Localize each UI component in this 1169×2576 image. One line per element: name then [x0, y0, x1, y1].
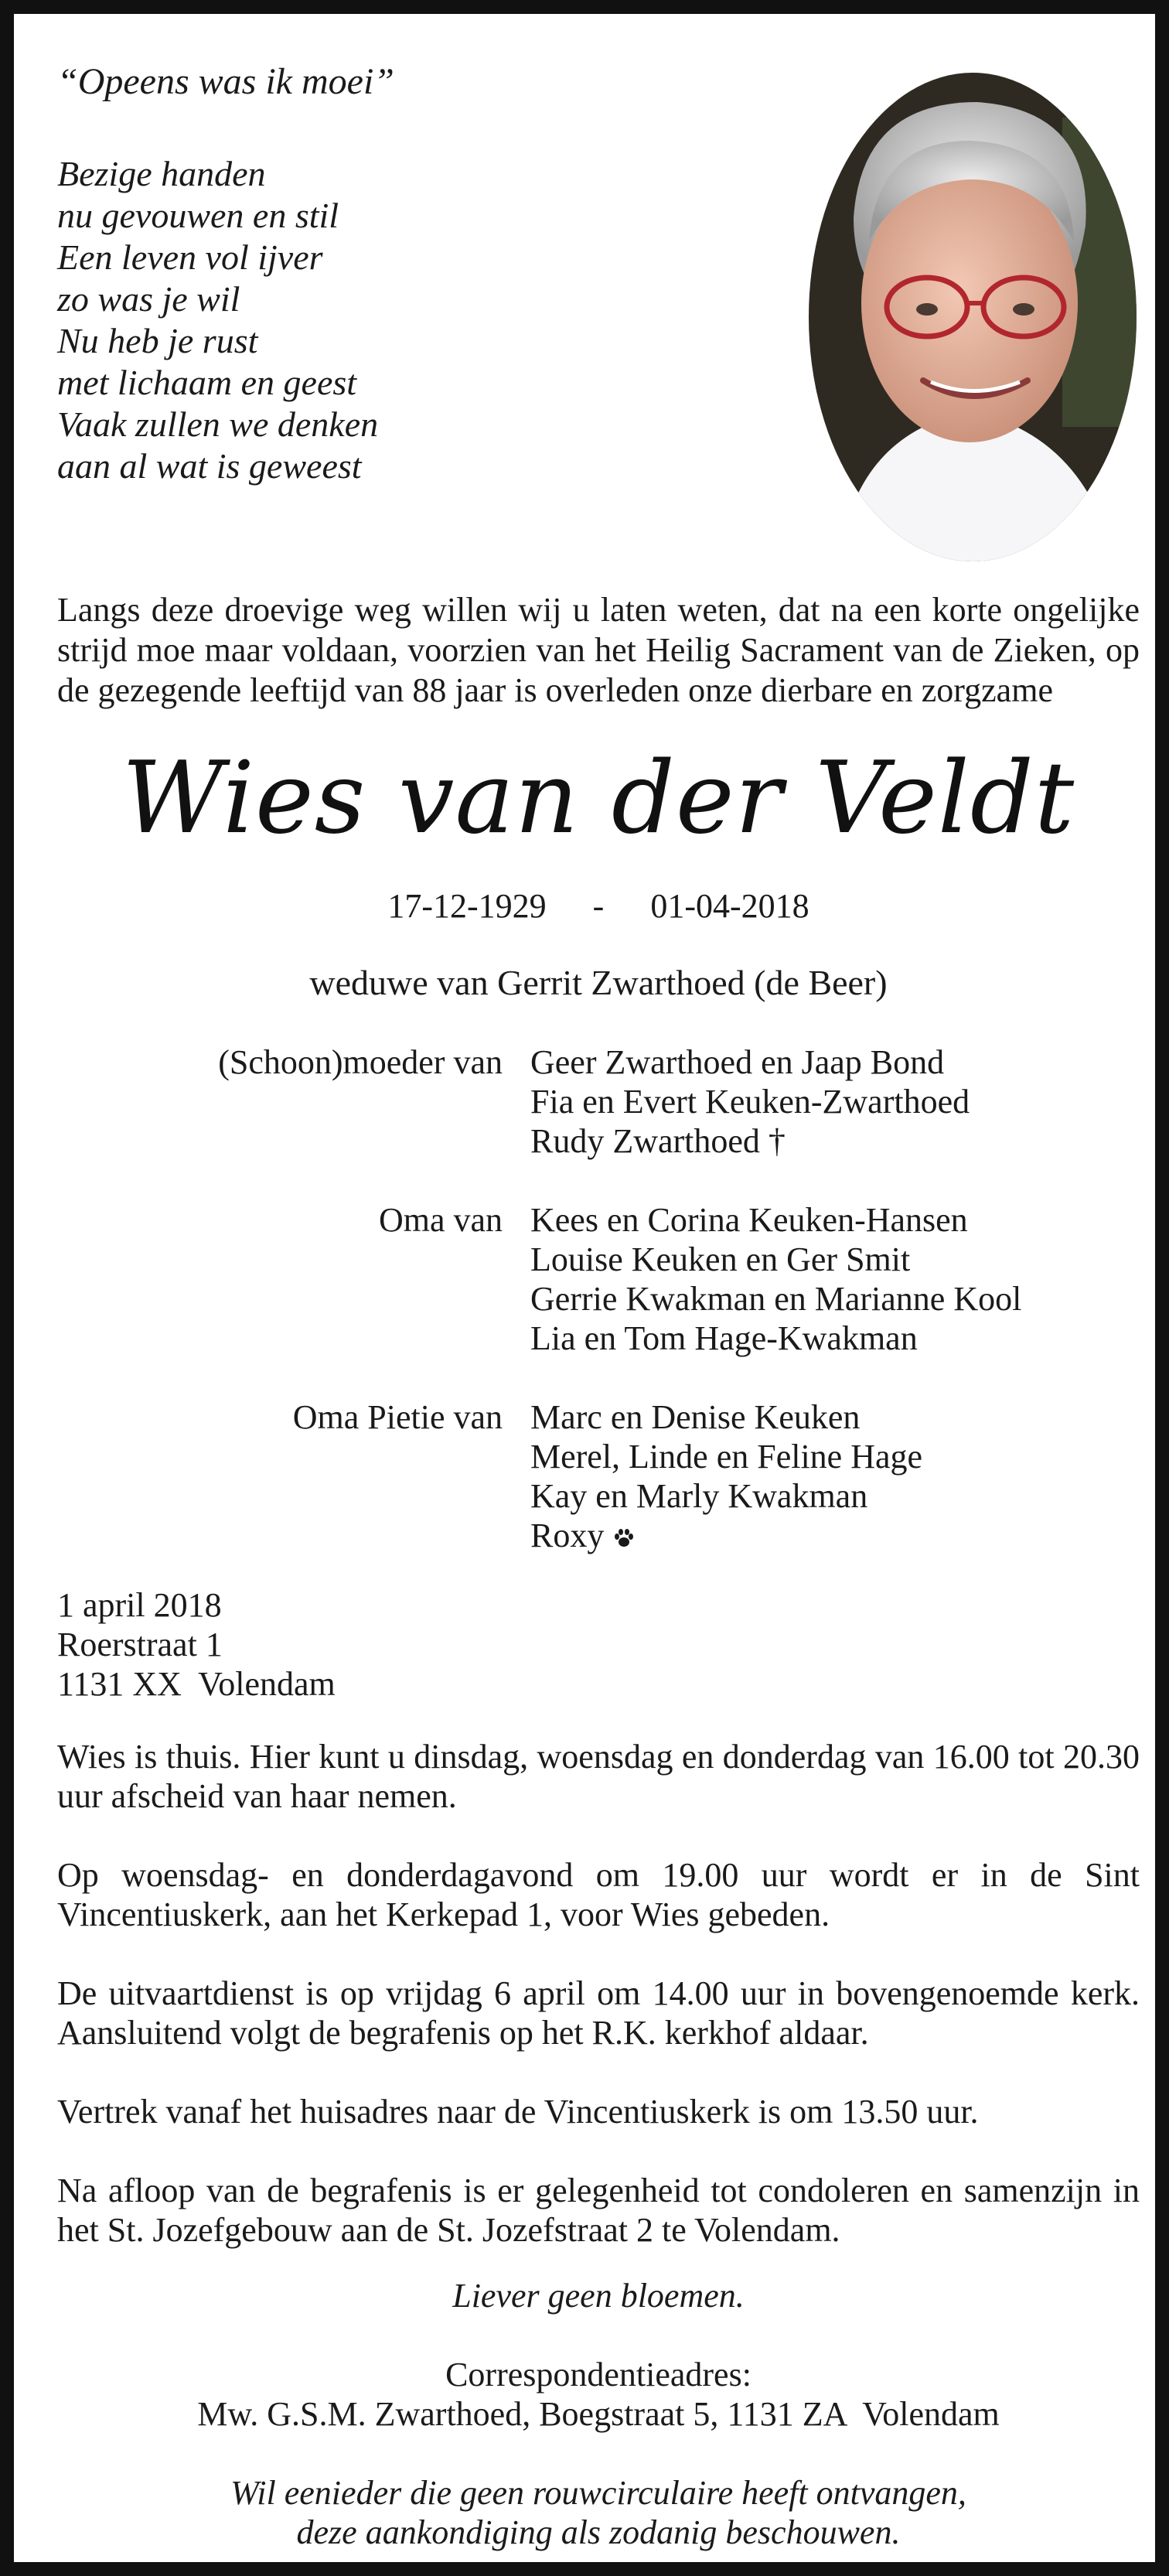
poem-line: aan al wat is geweest — [57, 446, 362, 486]
closing-line: deze aankondiging als zodanig beschouwen. — [296, 2513, 901, 2551]
family-group — [14, 1200, 1169, 1358]
family-member: Marc en Denise Keuken — [530, 1398, 861, 1436]
pet-name: Roxy — [530, 1517, 605, 1554]
detail-paragraph: De uitvaartdienst is op vrijdag 6 april om 14.00 uur in bovengenoemde kerk. Aansluitend volgt de begrafenis op het R.K. kerkhof aldaar. — [57, 1974, 1140, 2052]
poem-line: nu gevouwen en stil — [57, 196, 339, 235]
poem-line: Nu heb je rust — [57, 321, 258, 360]
family-member: Kees en Corina Keuken-Hansen — [530, 1201, 968, 1239]
poem-line: Een leven vol ijver — [57, 237, 323, 277]
funeral-details — [57, 1737, 1140, 2289]
family-group — [14, 1042, 1169, 1161]
date-separator: - — [592, 887, 605, 925]
paw-print-icon — [612, 1527, 636, 1550]
poem-line: Vaak zullen we denken — [57, 404, 379, 444]
detail-paragraph: Na afloop van de begrafenis is er gelegenheid tot condoleren en samenzijn in het St. Jozefgebouw aan de St. Jozefstraat 2 te Volendam. — [57, 2172, 1140, 2249]
birth-date: 17-12-1929 — [387, 887, 547, 925]
closing-note — [14, 2473, 1169, 2552]
family-member: Fia en Evert Keuken-Zwarthoed — [530, 1083, 970, 1121]
family-list — [14, 1042, 1169, 1595]
family-member: Geer Zwarthoed en Jaap Bond — [530, 1043, 945, 1081]
family-group-names — [530, 1042, 1169, 1161]
address-line: 1 april 2018 — [57, 1586, 222, 1624]
correspondence-block — [14, 2355, 1169, 2434]
family-member: Louise Keuken en Ger Smit — [530, 1240, 911, 1278]
family-member: Gerrie Kwakman en Marianne Kool — [530, 1280, 1022, 1318]
family-member: Lia en Tom Hage-Kwakman — [530, 1319, 918, 1357]
family-group-label: Oma van — [378, 1201, 503, 1239]
family-group — [14, 1397, 1169, 1555]
family-member-pet — [530, 1516, 1169, 1555]
detail-paragraph: Vertrek vanaf het huisadres naar de Vincentiuskerk is om 13.50 uur. — [57, 2093, 979, 2131]
no-flowers-note: Liever geen bloemen. — [452, 2277, 745, 2315]
poem-line: met lichaam en geest — [57, 363, 357, 402]
correspondence-address: Mw. G.S.M. Zwarthoed, Boegstraat 5, 1131 ZA Volendam — [197, 2395, 1000, 2433]
detail-paragraph: Op woensdag- en donderdagavond om 19.00 uur wordt er in de Sint Vincentiuskerk, aan het Kerkepad 1, voor Wies gebeden. — [57, 1856, 1140, 1933]
address-line: 1131 XX Volendam — [57, 1665, 336, 1703]
family-group-label: (Schoon)moeder van — [218, 1043, 503, 1081]
family-group-names — [530, 1200, 1169, 1358]
closing-line: Wil eenieder die geen rouwcirculaire heeft ontvangen, — [230, 2474, 966, 2512]
family-group-label: Oma Pietie van — [292, 1398, 503, 1436]
poem-line: Bezige handen — [57, 154, 266, 193]
deceased-name: Wies van der Veldt — [121, 741, 1075, 856]
correspondence-label: Correspondentieadres: — [445, 2356, 752, 2393]
portrait-photo — [807, 71, 1138, 563]
family-member: Kay en Marly Kwakman — [530, 1477, 868, 1515]
family-group-names — [530, 1397, 1169, 1555]
home-address — [57, 1585, 336, 1704]
family-member: Merel, Linde en Feline Hage — [530, 1438, 923, 1476]
detail-paragraph: Wies is thuis. Hier kunt u dinsdag, woensdag en donderdag van 16.00 tot 20.30 uur afscheid van haar nemen. — [57, 1738, 1140, 1815]
poem-title: “Opeens was ik moei” — [57, 61, 394, 102]
address-line: Roerstraat 1 — [57, 1626, 223, 1663]
life-dates — [14, 886, 1169, 926]
death-date: 01-04-2018 — [650, 887, 809, 925]
poem — [57, 153, 378, 487]
poem-line: zo was je wil — [57, 279, 240, 319]
widow-of: weduwe van Gerrit Zwarthoed (de Beer) — [309, 963, 888, 1002]
intro-text: Langs deze droevige weg willen wij u laten weten, dat na een korte ongelijke strijd moe maar voldaan, voorzien van het Heilig Sacrament van de Zieken, op de gezegende leeftijd van 88 jaar is overleden onze dierbare en zorgzame — [57, 591, 1140, 709]
family-member: Rudy Zwarthoed † — [530, 1122, 786, 1160]
